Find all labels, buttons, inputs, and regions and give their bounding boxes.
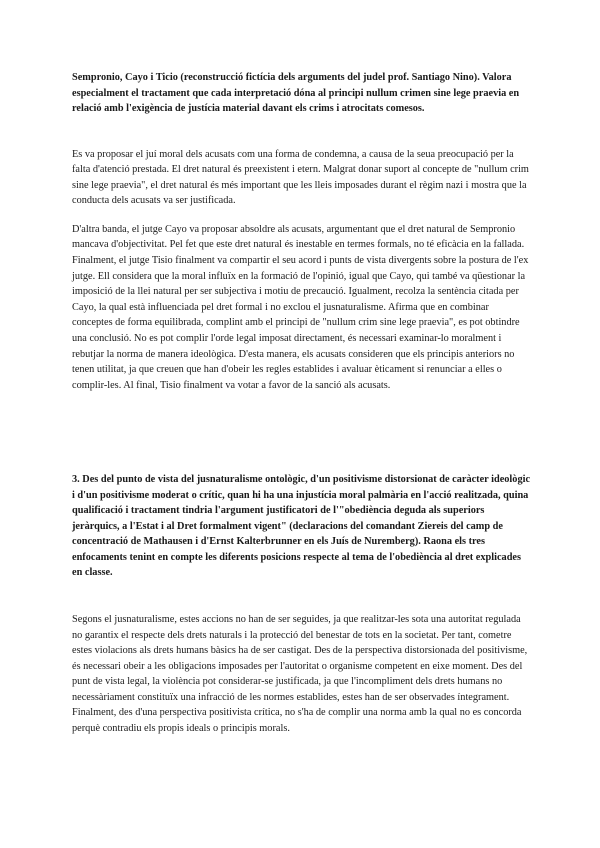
answer-paragraph: Segons el jusnaturalisme, estes accions no han de ser seguides, ja que realitzar-les sota una autoritat regulada no garantix el respecte dels drets naturals i la protecció del benestar de tots en la societat. Per tant, cometre estes violacions als drets humans bàsics ha de ser castigat. Des de la perspectiva distorsionada del positivisme, és necessari obeir a les obligacions imposades per l'autoritat o organisme competent en eixe moment. Des del punt de vista legal, la violència pot considerar-se justificada, ja que l'incompliment dels drets humans no necessàriament constituïx una infracció de les normes establides, estes han de ser observades íntegrament. Finalment, des d'una perspectiva positivista crítica, no s'ha de complir una norma amb la qual no es concorda perquè contradiu els propis ideals o principis morals. (72, 613, 528, 735)
document-page (72, 70, 532, 737)
question-heading: 3. Des del punto de vista del jusnaturalisme ontològic, d'un positivisme distorsionat de caràcter ideològic i d'un positivisme moderat o crític, quan hi ha una injustícia moral palmària en l'acció realitzada, quina qualificació i tractament tindria l'argument justificatori de l'"obediència deguda als superiors jeràrquics, a l'Estat i al Dret formalment vigent" (declaracions del comandant Ziereis del camp de concentració de Mathausen i d'Ernst Kalterbrunner en els Juís de Nuremberg). Raona els tres enfocaments tenint en compte les diferents posicions respecte al tema de l'obediència al dret explicades en classe. (72, 474, 531, 579)
body-paragraph: Es va proposar el juí moral dels acusats com una forma de condemna, a causa de la seua preocupació per la falta d'atenció prestada. El dret natural és preexistent i etern. Malgrat donar suport al concepte de "nullum crim sine lege praevia", el dret natural és més important que les lleis imposades durant el règim nazi i mostra que la conducta dels acusats va ser justificada. (72, 148, 529, 207)
intro-heading: Sempronio, Cayo i Ticio (reconstrucció fictícia dels arguments del judel prof. Santiago Nino). Valora especialment el tractament que cada interpretació dóna al principi nullum crimen sine lege praevia en relació amb l'exigència de justícia material davant els crims i atrocitats comesos. (72, 72, 520, 114)
body-paragraph: D'altra banda, el jutge Cayo va proposar absoldre als acusats, argumentant que el dret natural de Sempronio mancava d'objectivitat. Pel fet que este dret natural és inestable en termes formals, no té eficàcia en la fallada. Finalment, el jutge Tisio finalment va compartir el seu acord i punts de vista divergents sobre la postura de l'ex jutge. Ell considera que la moral influïx en la formació de l'opinió, igual que Cayo, qui també va qüestionar la imposició de la llei natural per ser subjectiva i motiu de precaució. Igualment, recolza la sentència citada per Cayo, la qual està influenciada pel dret formal i no exclou el jusnaturalisme. Afirma que en combinar conceptes de forma equilibrada, complint amb el principi de "nullum crim sine lege praevia", es pot obtindre una conclusió. No es pot complir l'orde legal imposat directament, és necessari examinar-lo moralment i rebutjar la norma de manera ideològica. D'esta manera, els acusats consideren que els principis anteriors no tenen utilitat, ja que creuen que han d'obeir les regles establides i avaluar èticament si renunciar a elles o complir-les. Al final, Tisio finalment va votar a favor de la sanció als acusats. (72, 223, 529, 391)
